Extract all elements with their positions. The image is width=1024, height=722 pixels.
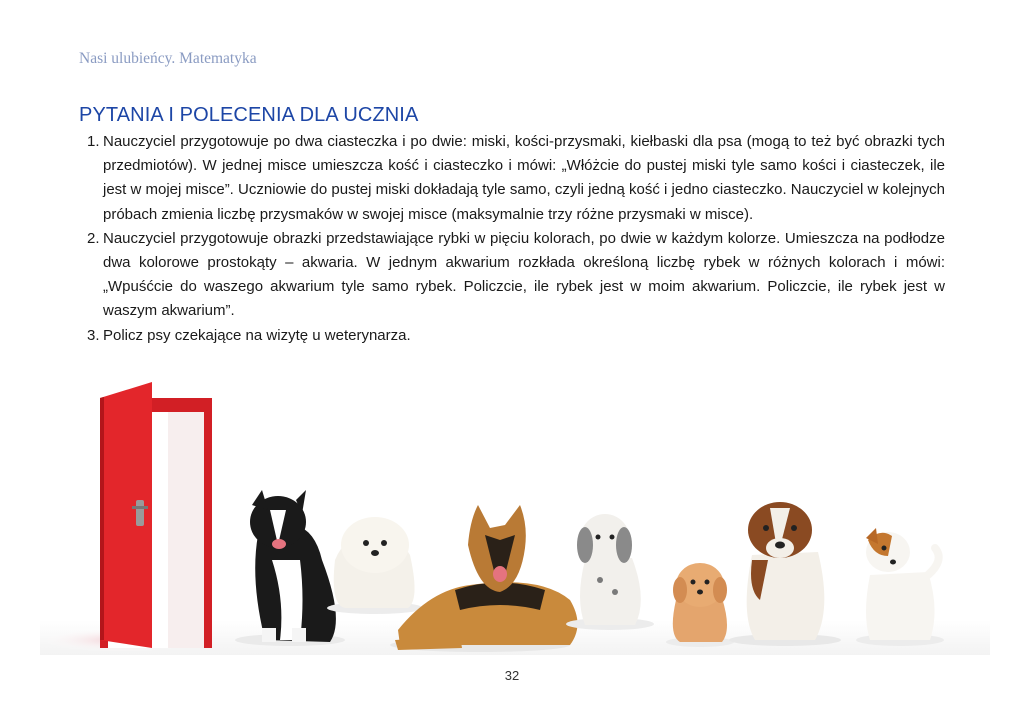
vet-waiting-room-illustration — [0, 380, 1024, 660]
task-item — [79, 130, 945, 227]
task-text: Nauczyciel przygotowuje obrazki przedstawiające rybki w pięciu kolorach, po dwie w każdym kolorze. Umieszcza na podłodze dwa kolorowe prostokąty – akwaria. W jednym akwarium rozkłada określoną liczbę rybek w różnych kolorach i mówi: „Wpuśćcie do waszego akwarium tyle samo rybek. Policzcie, ile rybek jest w moim akwarium. Policzcie, ile rybek jest w waszym akwarium”. — [103, 229, 945, 320]
task-item — [79, 227, 945, 324]
section-title: PYTANIA I POLECENIA DLA UCZNIA — [79, 104, 419, 126]
task-number: 2. — [87, 229, 100, 247]
german-shepherd-icon — [390, 505, 578, 652]
page-number: 32 — [504, 668, 520, 683]
task-text: Nauczyciel przygotowuje po dwa ciasteczka i po dwie: miski, kości-przysmaki, kiełbaski dla psa (mogą to też być obrazki tych przedmiotów). W jednej misce umieszcza kość i ciasteczko i mówi: „Włóżcie do pustej miski tyle samo kości i ciasteczek, ile jest w mojej misce”. Uczniowie do pustej miski dokładają tyle samo, czyli jedną kość i jedno ciasteczko. Nauczyciel w kolejnych próbach zmienia liczbę przysmaków w swojej misce (maksymalnie trzy różne przysmaki w misce). — [103, 133, 945, 223]
english-setter-icon — [566, 514, 654, 630]
task-number: 1. — [87, 133, 100, 150]
maltese-icon — [327, 517, 423, 614]
puppy-icon — [666, 563, 734, 647]
task-item — [79, 324, 945, 348]
task-text: Policz psy czekające na wizytę u weterynarza. — [103, 326, 411, 344]
door-icon — [100, 382, 212, 648]
running-header: Nasi ulubieńcy. Matematyka — [79, 50, 257, 67]
jack-russell-icon — [856, 528, 944, 646]
task-number: 3. — [87, 326, 100, 344]
task-list — [79, 130, 945, 348]
